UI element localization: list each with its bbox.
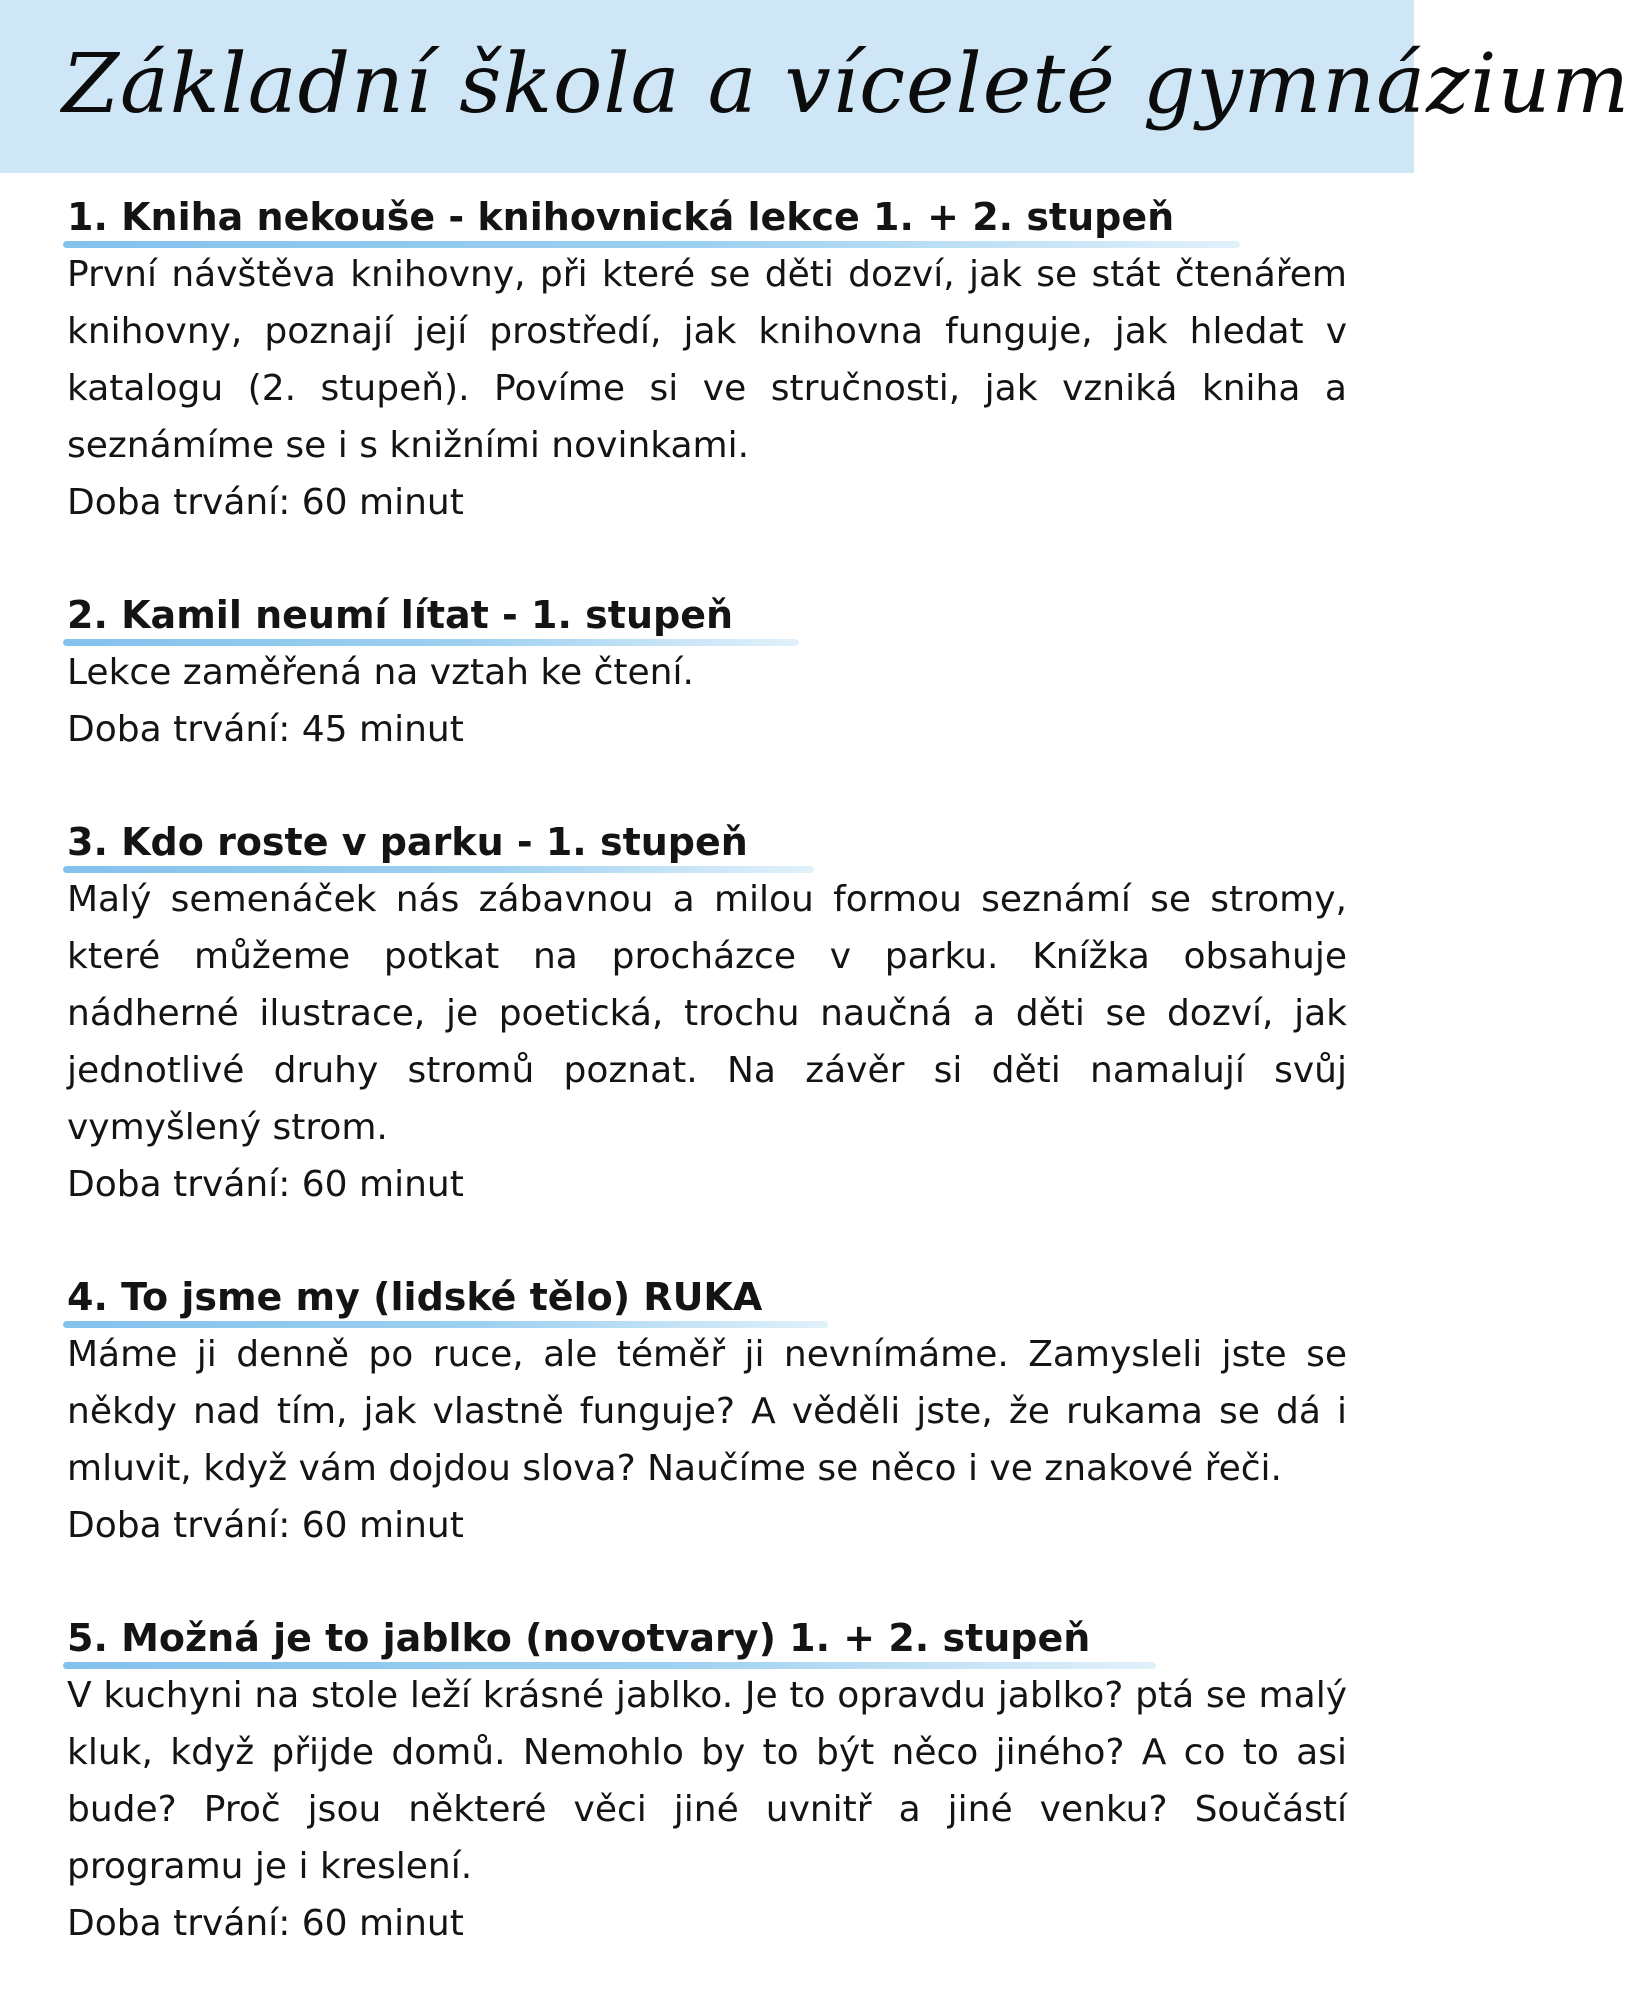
program-item [67, 588, 1347, 758]
program-duration: Doba trvání: 45 minut [67, 709, 464, 750]
program-heading-text: 4. To jsme my (lidské tělo) RUKA [67, 1275, 763, 1319]
heading-underline [63, 241, 1240, 248]
program-duration: Doba trvání: 60 minut [67, 1164, 464, 1205]
program-heading-text: 3. Kdo roste v parku - 1. stupeň [67, 820, 748, 864]
program-heading-text: 1. Kniha nekouše - knihovnická lekce 1. + 2. stupeň [67, 195, 1175, 239]
program-item [67, 815, 1347, 1213]
heading-underline [63, 639, 799, 646]
program-heading [67, 1270, 762, 1324]
program-heading-text: 5. Možná je to jablko (novotvary) 1. + 2. stupeň [67, 1616, 1091, 1660]
program-description: Máme ji denně po ruce, ale téměř ji nevnímáme. Zamysleli jste se někdy nad tím, jak vlastně funguje? A věděli jste, že rukama se dá i mluvit, když vám dojdou slova? Naučíme se něco i ve znakové řeči. [67, 1334, 1347, 1489]
header-band [0, 0, 1630, 173]
program-heading [67, 190, 1174, 244]
page-title: Základní škola a víceleté gymnázium [62, 37, 1630, 132]
program-duration: Doba trvání: 60 minut [67, 1505, 464, 1546]
program-description: V kuchyni na stole leží krásné jablko. Je to opravdu jablko? ptá se malý kluk, když přijde domů. Nemohlo by to být něco jiného? A co to asi bude? Proč jsou některé věci jiné uvnitř a jiné venku? Součástí programu je i kreslení. [67, 1675, 1347, 1887]
program-item [67, 1611, 1347, 1952]
program-description: Malý semenáček nás zábavnou a milou formou seznámí se stromy, které můžeme potkat na procházce v parku. Knížka obsahuje nádherné ilustrace, je poetická, trochu naučná a děti se dozví, jak jednotlivé druhy stromů poznat. Na závěr si děti namalují svůj vymyšlený strom. [67, 879, 1347, 1148]
program-description: První návštěva knihovny, při které se děti dozví, jak se stát čtenářem knihovny, poznají její prostředí, jak knihovna funguje, jak hledat v katalogu (2. stupeň). Povíme si ve stručnosti, jak vzniká kniha a seznámíme se i s knižními novinkami. [67, 254, 1347, 466]
program-heading-text: 2. Kamil neumí lítat - 1. stupeň [67, 593, 734, 637]
heading-underline [63, 1662, 1156, 1669]
program-item [67, 1270, 1347, 1554]
heading-underline [63, 1321, 828, 1328]
program-heading [67, 588, 733, 642]
program-description: Lekce zaměřená na vztah ke čtení. [67, 652, 694, 693]
heading-underline [63, 866, 814, 873]
program-duration: Doba trvání: 60 minut [67, 1903, 464, 1944]
program-heading [67, 815, 748, 869]
program-duration: Doba trvání: 60 minut [67, 482, 464, 523]
program-item [67, 190, 1347, 531]
program-list [67, 190, 1347, 2009]
program-heading [67, 1611, 1090, 1665]
